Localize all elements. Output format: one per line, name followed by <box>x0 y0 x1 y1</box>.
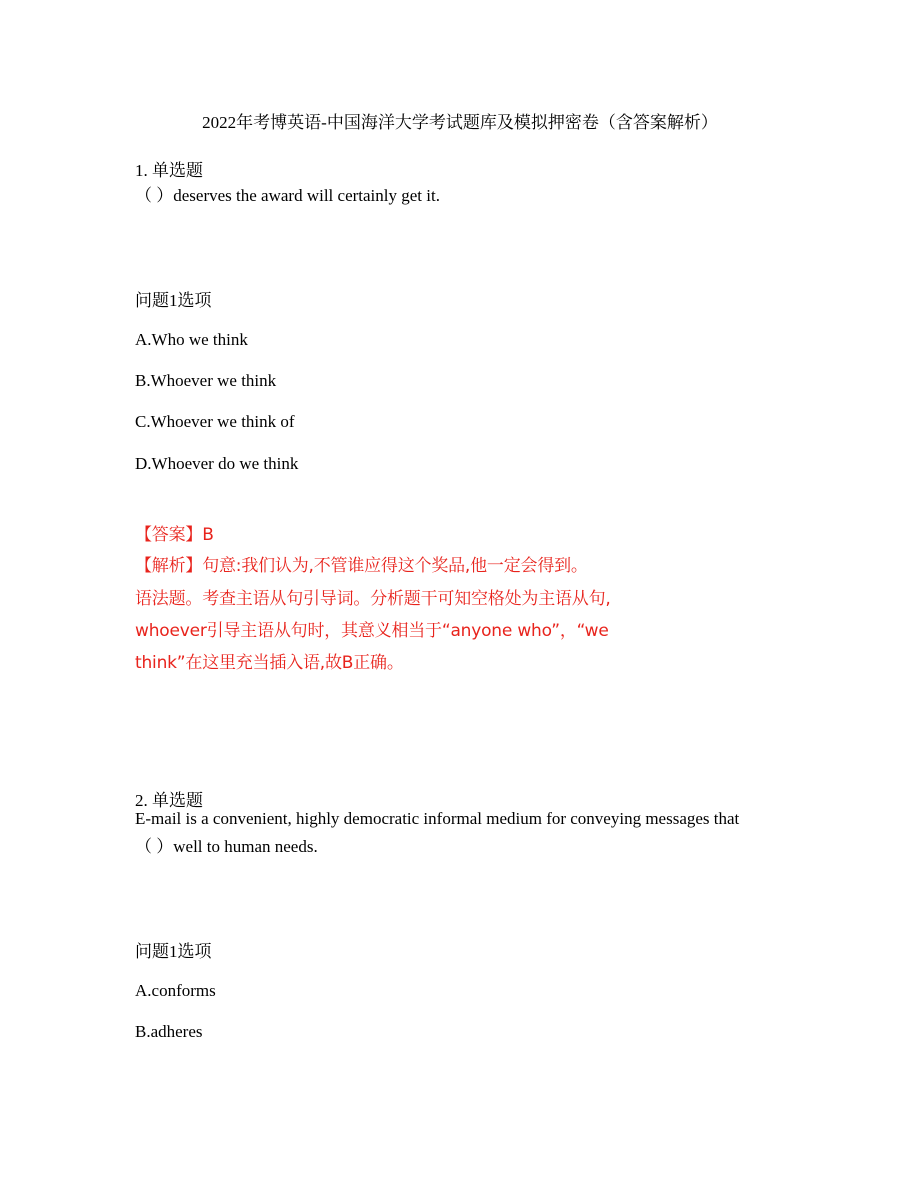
question-1-option-d: D.Whoever do we think <box>135 454 299 473</box>
question-1-analysis-line-3: whoever引导主语从句时，其意义相当于“anyone who”，“we <box>135 621 609 641</box>
question-1-option-c: C.Whoever we think of <box>135 412 295 431</box>
question-2-stem-line-1: E-mail is a convenient, highly democratic informal medium for conveying messages that <box>135 809 740 828</box>
question-1-option-b: B.Whoever we think <box>135 371 277 390</box>
question-1-analysis-line-4: think”在这里充当插入语,故B正确。 <box>135 653 404 673</box>
question-2-options-heading: 问题1选项 <box>135 942 212 961</box>
question-1-analysis-line-2: 语法题。考查主语从句引导词。分析题干可知空格处为主语从句, <box>135 589 611 609</box>
question-2-option-b: B.adheres <box>135 1022 203 1041</box>
question-2-type: 2. 单选题 <box>135 791 203 810</box>
question-1-answer: 【答案】B <box>135 525 214 545</box>
question-1-stem: （ ）deserves the award will certainly get it. <box>135 186 440 205</box>
question-1-analysis-line-1: 【解析】句意:我们认为,不管谁应得这个奖品,他一定会得到。 <box>135 556 588 576</box>
question-2-stem-line-2: （ ）well to human needs. <box>135 837 318 856</box>
document-title: 2022年考博英语-中国海洋大学考试题库及模拟押密卷（含答案解析） <box>202 113 718 132</box>
question-1-option-a: A.Who we think <box>135 330 248 349</box>
question-1-type: 1. 单选题 <box>135 161 203 180</box>
question-2-option-a: A.conforms <box>135 981 216 1000</box>
question-1-options-heading: 问题1选项 <box>135 291 212 310</box>
